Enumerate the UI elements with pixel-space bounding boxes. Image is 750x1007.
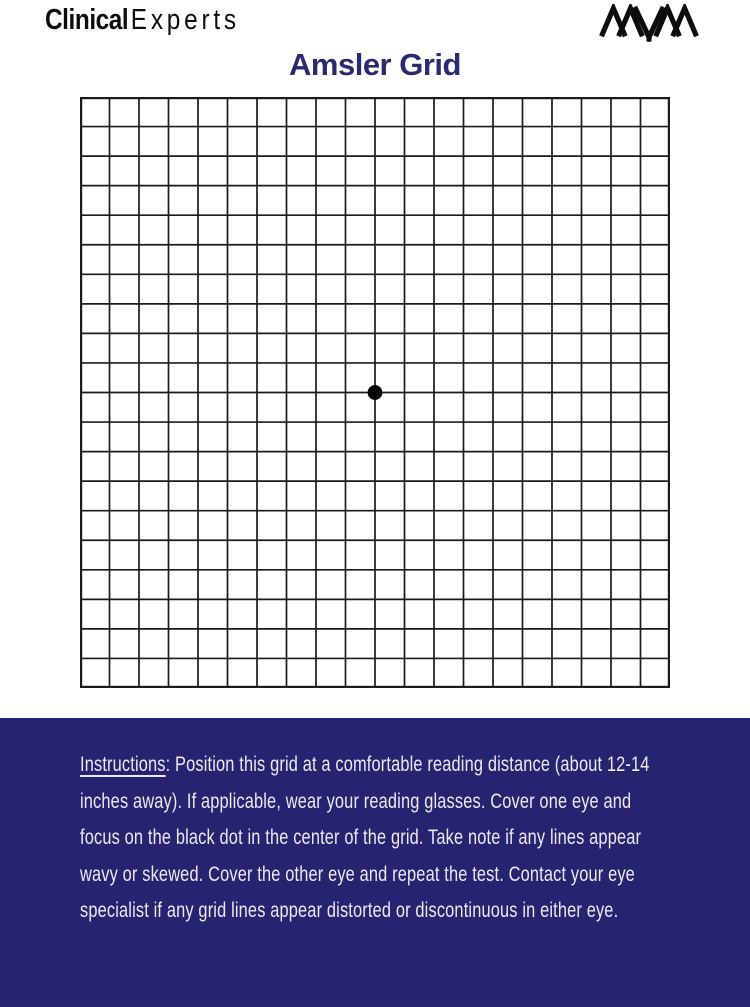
brand-experts-text: Experts — [130, 4, 240, 36]
aavaa-zigzag-logo-icon — [598, 4, 700, 42]
instructions-text — [80, 747, 674, 930]
amsler-grid-graphic — [80, 97, 670, 688]
instructions-panel — [0, 718, 750, 1007]
amsler-grid — [80, 97, 670, 688]
instructions-body: : Position this grid at a comfortable reading distance (about 12-14 inches away). If applicable, wear your reading glasses. Cover one eye and focus on the black dot in the center of the grid. Take note if any lines appear wavy or skewed. Cover the other eye and repeat the test. Contact your eye specialist if any grid lines appear distorted or discontinuous in either eye. — [80, 753, 650, 922]
instructions-label: Instructions — [80, 753, 166, 776]
page-title: Amsler Grid — [289, 47, 461, 82]
clinical-experts-logo — [45, 4, 240, 37]
brand-clinical-text: Clinical — [45, 4, 129, 36]
